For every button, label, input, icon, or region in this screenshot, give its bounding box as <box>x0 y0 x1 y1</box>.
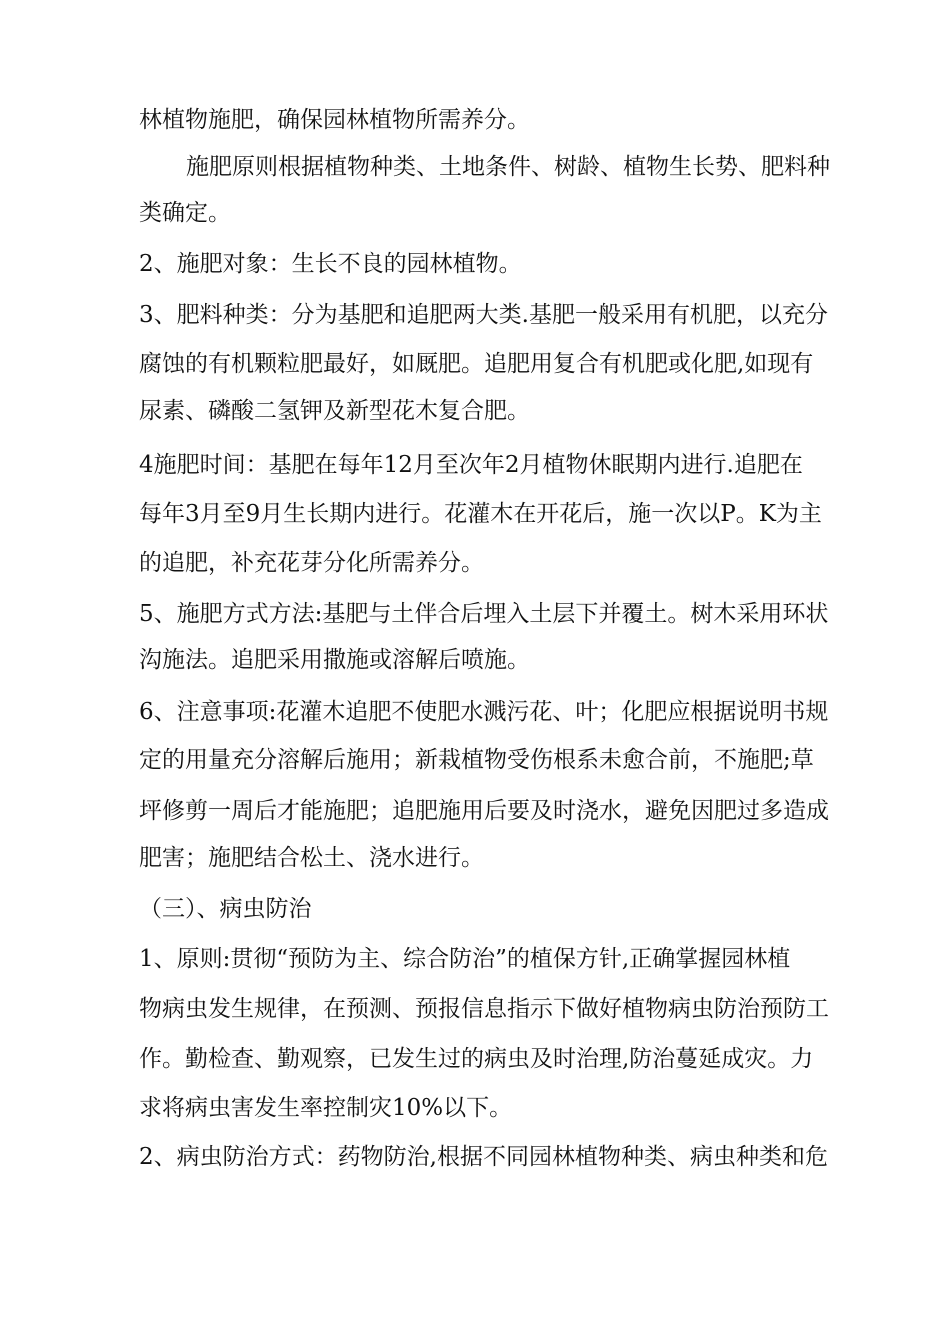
text-line: 2、病虫防治方式：药物防治,根据不同园林植物种类、病虫种类和危 <box>139 1144 828 1170</box>
text-line: 5、施肥方式方法:基肥与土伴合后埋入土层下并覆土。树木采用环状 <box>139 601 829 627</box>
section-heading: （三）、病虫防治 <box>139 896 312 922</box>
text-line: 物病虫发生规律，在预测、预报信息指示下做好植物病虫防治预防工 <box>139 996 829 1022</box>
text-line: 林植物施肥，确保园林植物所需养分。 <box>139 107 530 133</box>
text-line: 坪修剪一周后才能施肥；追肥施用后要及时浇水，避免因肥过多造成 <box>139 798 829 824</box>
text-line: 3、肥料种类：分为基肥和追肥两大类.基肥一般采用有机肥，以充分 <box>139 302 828 328</box>
text-line: 2、施肥对象：生长不良的园林植物。 <box>139 251 522 277</box>
text-line: 6、注意事项:花灌木追肥不使肥水溅污花、叶；化肥应根据说明书规 <box>139 699 829 725</box>
text-line: 的追肥，补充花芽分化所需养分。 <box>139 550 484 576</box>
text-line: 作。勤检查、勤观察，已发生过的病虫及时治理,防治蔓延成灾。力 <box>139 1046 814 1072</box>
text-line: 腐蚀的有机颗粒肥最好，如厩肥。追肥用复合有机肥或化肥,如现有 <box>139 351 814 377</box>
text-line: 施肥原则根据植物种类、土地条件、树龄、植物生长势、肥料种 <box>186 154 830 180</box>
text-line: 定的用量充分溶解后施用；新栽植物受伤根系未愈合前，不施肥;草 <box>139 747 814 773</box>
text-line: 求将病虫害发生率控制灾10%以下。 <box>139 1095 513 1121</box>
text-line: 尿素、磷酸二氢钾及新型花木复合肥。 <box>139 398 530 424</box>
text-line: 肥害；施肥结合松土、浇水进行。 <box>139 845 484 871</box>
text-line: 沟施法。追肥采用撒施或溶解后喷施。 <box>139 647 530 673</box>
text-line: 每年3月至9月生长期内进行。花灌木在开花后，施一次以P。K为主 <box>139 501 822 527</box>
text-line: 类确定。 <box>139 200 231 226</box>
text-line: 1、原则:贯彻“预防为主、综合防治”的植保方针,正确掌握园林植 <box>139 946 791 972</box>
text-line: 4施肥时间：基肥在每年12月至次年2月植物休眠期内进行.追肥在 <box>139 452 803 478</box>
